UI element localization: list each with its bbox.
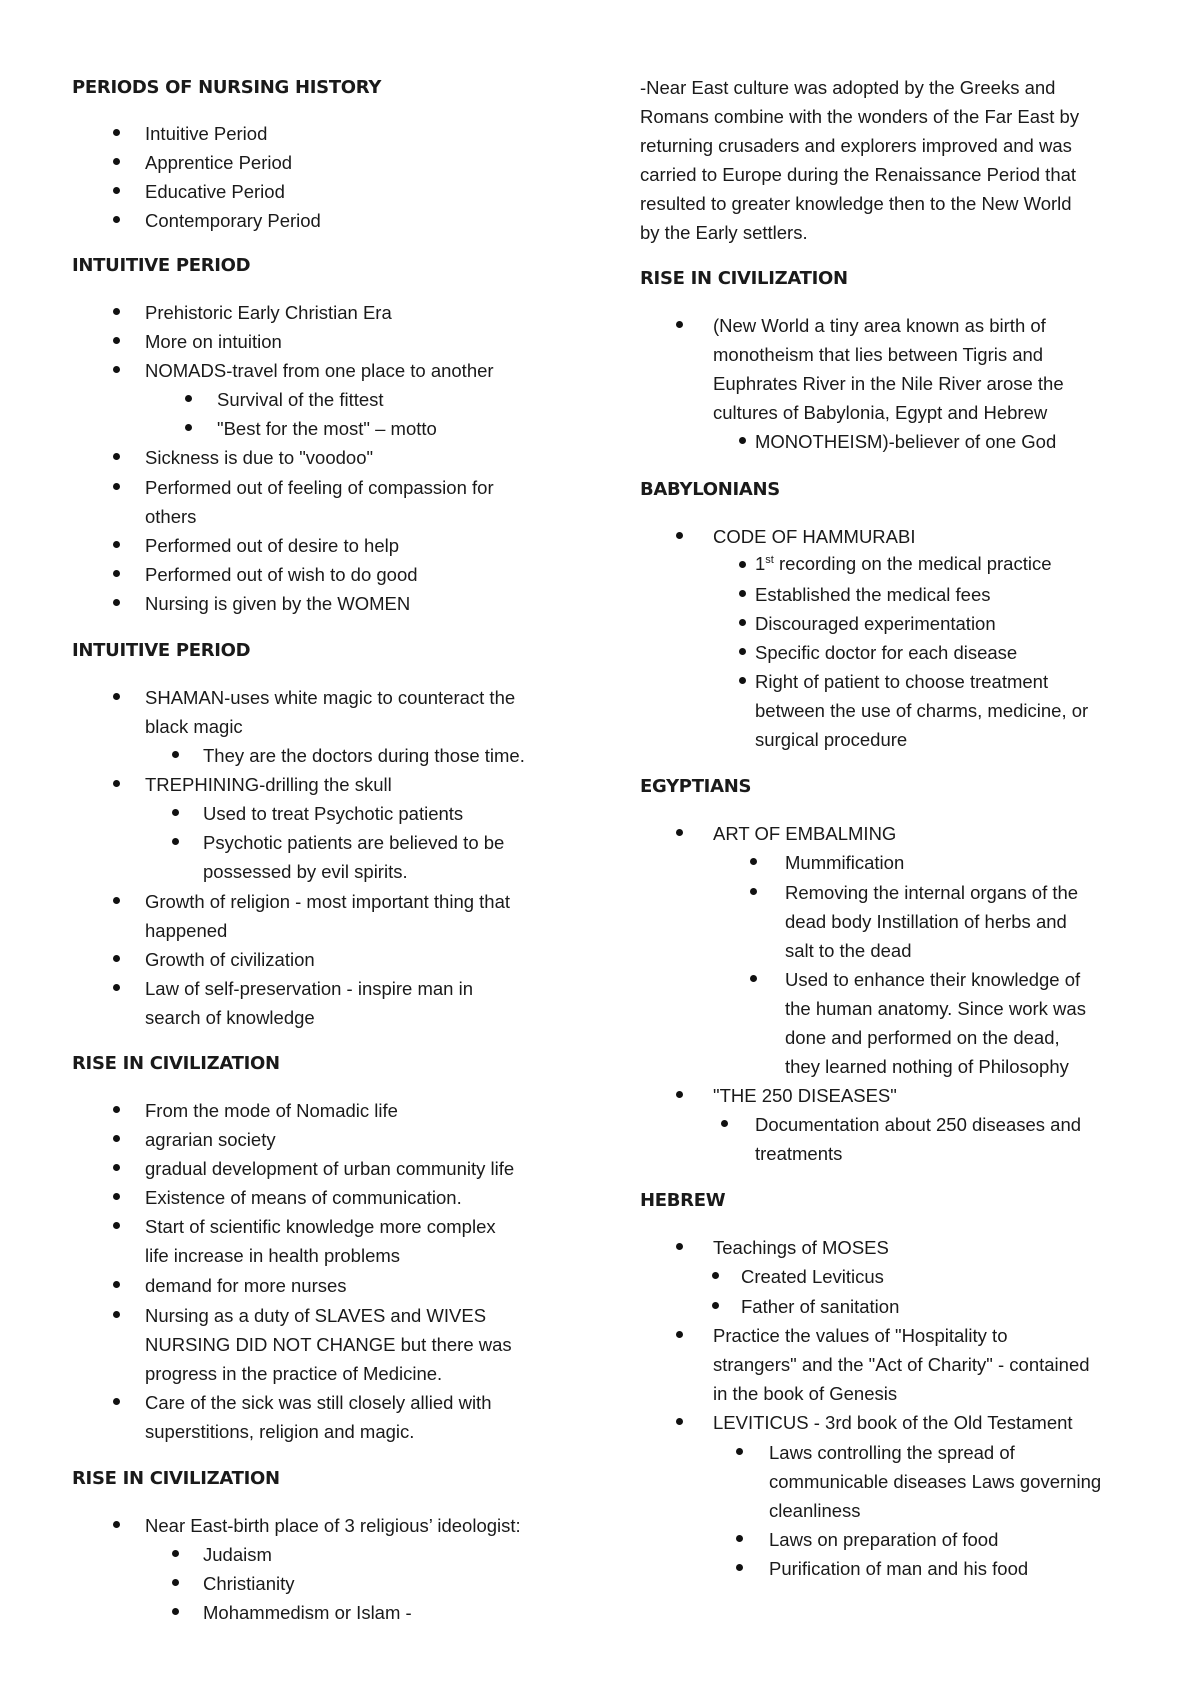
bullet [172, 838, 179, 845]
list-item: Created Leviticus [741, 1266, 884, 1287]
bullet [113, 1135, 120, 1142]
list-item: Teachings of MOSES [713, 1237, 889, 1258]
heading-rise-in-civilization: RISE IN CIVILIZATION [72, 1053, 280, 1074]
list-item-continuation: between the use of charms, medicine, or [755, 700, 1089, 721]
bullet [750, 888, 757, 895]
list-item: Educative Period [145, 181, 285, 202]
bullet [113, 337, 120, 344]
list-item: "Best for the most" – motto [217, 418, 437, 439]
list-item-continuation: cleanliness [769, 1500, 861, 1521]
list-item-continuation: done and performed on the dead, [785, 1027, 1060, 1048]
bullet [676, 1091, 683, 1098]
bullet [739, 590, 746, 597]
paragraph-line: resulted to greater knowledge then to the New World [640, 193, 1072, 214]
list-item: Survival of the fittest [217, 389, 384, 410]
list-item: TREPHINING-drilling the skull [145, 774, 392, 795]
list-item-continuation: superstitions, religion and magic. [145, 1421, 415, 1442]
list-item: agrarian society [145, 1129, 276, 1150]
list-item: Laws controlling the spread of [769, 1442, 1015, 1463]
ordinal-suffix: st [765, 554, 774, 566]
bullet [739, 619, 746, 626]
bullet [739, 561, 746, 568]
list-item: NOMADS-travel from one place to another [145, 360, 494, 381]
bullet [113, 308, 120, 315]
bullet [113, 955, 120, 962]
list-item-continuation: they learned nothing of Philosophy [785, 1056, 1069, 1077]
list-item: Judaism [203, 1544, 272, 1565]
heading-egyptians: EGYPTIANS [640, 776, 752, 797]
list-item: Christianity [203, 1573, 295, 1594]
list-item-continuation: surgical procedure [755, 729, 908, 750]
bullet [113, 1311, 120, 1318]
bullet [113, 216, 120, 223]
list-item: Prehistoric Early Christian Era [145, 302, 392, 323]
list-item: Right of patient to choose treatment [755, 671, 1049, 692]
list-item-continuation: cultures of Babylonia, Egypt and Hebrew [713, 402, 1048, 423]
list-item: Father of sanitation [741, 1296, 900, 1317]
list-item: Nursing is given by the WOMEN [145, 593, 411, 614]
list-item-continuation: treatments [755, 1143, 843, 1164]
list-item: CODE OF HAMMURABI [713, 526, 916, 547]
bullet [736, 1448, 743, 1455]
list-item-continuation: search of knowledge [145, 1007, 315, 1028]
bullet [172, 1608, 179, 1615]
list-item-continuation: others [145, 506, 197, 527]
list-item: Practice the values of "Hospitality to [713, 1325, 1008, 1346]
list-item-continuation: monotheism that lies between Tigris and [713, 344, 1044, 365]
bullet [113, 599, 120, 606]
bullet [736, 1535, 743, 1542]
bullet [113, 693, 120, 700]
list-item-continuation: strangers" and the "Act of Charity" - contained [713, 1354, 1090, 1375]
list-item: Discouraged experimentation [755, 613, 996, 634]
bullet [676, 321, 683, 328]
list-item-text: recording on the medical practice [773, 553, 1052, 575]
list-item: Established the medical fees [755, 584, 991, 605]
list-item: Contemporary Period [145, 210, 321, 231]
bullet [113, 1106, 120, 1113]
list-item: Performed out of desire to help [145, 535, 400, 556]
list-item: They are the doctors during those time. [203, 745, 525, 766]
bullet [739, 437, 746, 444]
list-item: Nursing as a duty of SLAVES and WIVES [145, 1305, 487, 1326]
list-item: Purification of man and his food [769, 1558, 1029, 1579]
list-item-continuation: the human anatomy. Since work was [785, 998, 1086, 1019]
bullet [172, 809, 179, 816]
list-item: demand for more nurses [145, 1275, 347, 1296]
list-item: Psychotic patients are believed to be [203, 832, 505, 853]
bullet [113, 1521, 120, 1528]
list-item-continuation: black magic [145, 716, 243, 737]
list-item: Intuitive Period [145, 123, 268, 144]
bullet [113, 366, 120, 373]
list-item: Removing the internal organs of the [785, 882, 1079, 903]
list-item: Performed out of wish to do good [145, 564, 418, 585]
list-item: ART OF EMBALMING [713, 823, 897, 844]
bullet [113, 780, 120, 787]
bullet [676, 1418, 683, 1425]
list-item: Sickness is due to "voodoo" [145, 447, 374, 468]
heading-intuitive-period: INTUITIVE PERIOD [72, 255, 251, 276]
list-item: (New World a tiny area known as birth of [713, 315, 1046, 336]
bullet [113, 1281, 120, 1288]
heading-rise-in-civilization: RISE IN CIVILIZATION [640, 268, 848, 289]
paragraph-line: Romans combine with the wonders of the Far East by [640, 106, 1080, 127]
bullet [113, 1398, 120, 1405]
bullet [712, 1272, 719, 1279]
list-item: Law of self-preservation - inspire man in [145, 978, 474, 999]
list-item-continuation: NURSING DID NOT CHANGE but there was [145, 1334, 512, 1355]
bullet [113, 541, 120, 548]
heading-periods: PERIODS OF NURSING HISTORY [72, 77, 382, 98]
bullet [113, 1193, 120, 1200]
bullet [736, 1564, 743, 1571]
bullet [676, 1243, 683, 1250]
bullet [739, 648, 746, 655]
list-item: Performed out of feeling of compassion for [145, 477, 494, 498]
paragraph-line: -Near East culture was adopted by the Greeks and [640, 77, 1056, 98]
bullet [739, 677, 746, 684]
bullet [676, 1331, 683, 1338]
list-item: Start of scientific knowledge more complex [145, 1216, 496, 1237]
list-item: Mummification [785, 852, 905, 873]
list-item-continuation: salt to the dead [785, 940, 912, 961]
bullet [172, 1579, 179, 1586]
bullet [113, 984, 120, 991]
bullet [113, 158, 120, 165]
bullet [750, 858, 757, 865]
list-item: gradual development of urban community life [145, 1158, 515, 1179]
bullet [750, 975, 757, 982]
list-item: More on intuition [145, 331, 282, 352]
list-item: Apprentice Period [145, 152, 293, 173]
list-item [755, 555, 1052, 574]
list-item-continuation: life increase in health problems [145, 1245, 401, 1266]
list-item: Near East-birth place of 3 religious’ ideologist: [145, 1515, 521, 1536]
bullet [113, 1164, 120, 1171]
list-item: Laws on preparation of food [769, 1529, 999, 1550]
list-item: Specific doctor for each disease [755, 642, 1018, 663]
bullet [113, 129, 120, 136]
bullet [721, 1120, 728, 1127]
list-item: Growth of religion - most important thing that [145, 891, 511, 912]
bullet [676, 532, 683, 539]
heading-rise-in-civilization: RISE IN CIVILIZATION [72, 1468, 280, 1489]
ordinal-number: 1 [755, 553, 766, 575]
bullet [113, 453, 120, 460]
bullet [712, 1302, 719, 1309]
heading-intuitive-period: INTUITIVE PERIOD [72, 640, 251, 661]
list-item: Growth of civilization [145, 949, 315, 970]
list-item: From the mode of Nomadic life [145, 1100, 398, 1121]
list-item: Used to treat Psychotic patients [203, 803, 464, 824]
list-item: Documentation about 250 diseases and [755, 1114, 1082, 1135]
bullet [185, 395, 192, 402]
list-item-continuation: communicable diseases Laws governing [769, 1471, 1102, 1492]
list-item-continuation: possessed by evil spirits. [203, 861, 408, 882]
bullet [113, 897, 120, 904]
bullet [113, 1222, 120, 1229]
list-item: MONOTHEISM)-believer of one God [755, 431, 1057, 452]
bullet [172, 751, 179, 758]
list-item: "THE 250 DISEASES" [713, 1085, 897, 1106]
list-item: LEVITICUS - 3rd book of the Old Testament [713, 1412, 1073, 1433]
bullet [676, 829, 683, 836]
paragraph-line: by the Early settlers. [640, 222, 808, 243]
heading-babylonians: BABYLONIANS [640, 479, 780, 500]
list-item-continuation: in the book of Genesis [713, 1383, 898, 1404]
heading-hebrew: HEBREW [640, 1190, 726, 1211]
paragraph-line: carried to Europe during the Renaissance Period that [640, 164, 1077, 185]
list-item: Mohammedism or Islam - [203, 1602, 412, 1623]
list-item: Existence of means of communication. [145, 1187, 462, 1208]
list-item: SHAMAN-uses white magic to counteract the [145, 687, 516, 708]
bullet [113, 187, 120, 194]
list-item: Care of the sick was still closely allied with [145, 1392, 492, 1413]
bullet [113, 483, 120, 490]
list-item-continuation: Euphrates River in the Nile River arose the [713, 373, 1064, 394]
bullet [113, 570, 120, 577]
paragraph-line: returning crusaders and explorers improved and was [640, 135, 1072, 156]
bullet [172, 1550, 179, 1557]
list-item-continuation: progress in the practice of Medicine. [145, 1363, 443, 1384]
list-item-continuation: dead body Instillation of herbs and [785, 911, 1067, 932]
list-item-continuation: happened [145, 920, 228, 941]
list-item: Used to enhance their knowledge of [785, 969, 1081, 990]
bullet [185, 424, 192, 431]
